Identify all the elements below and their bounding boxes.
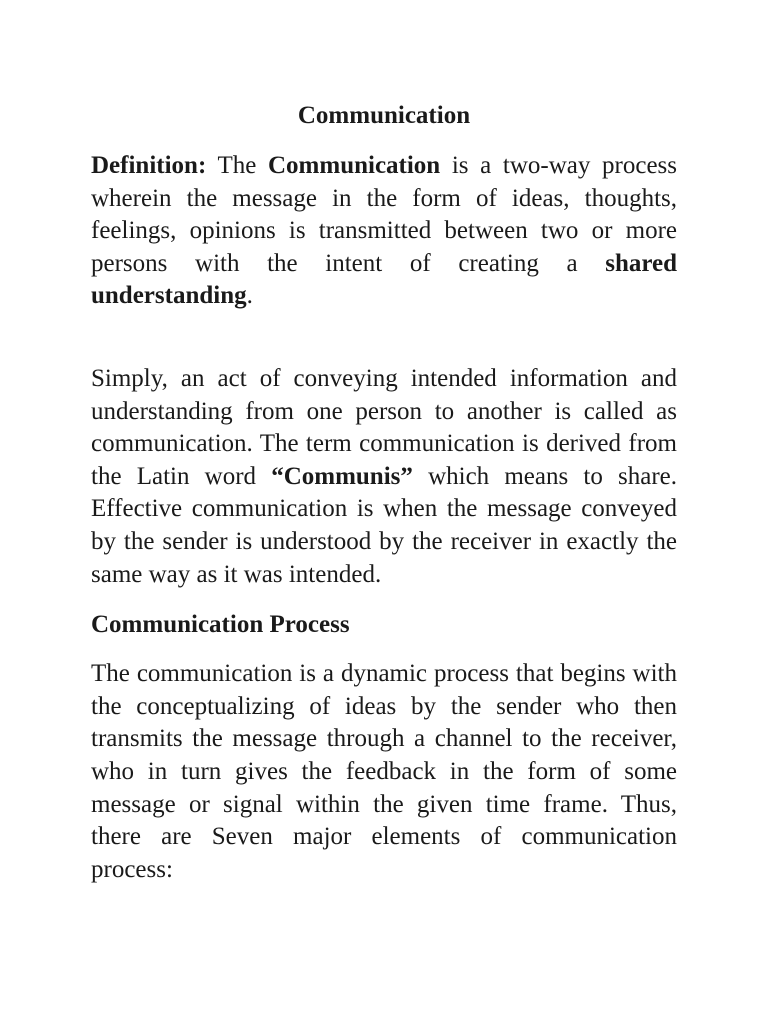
simply-part1: Simply, an act of conveying intended information and understanding from one person to another is called as communication. The term communication is derived from the Latin word	[91, 364, 677, 490]
process-paragraph: The communication is a dynamic process that begins with the conceptualizing of ideas by the sender who then transmits the message through a channel to the receiver, who in turn gives the feedback in the form of some message or signal within the given time frame. Thus, there are Seven major elements of communication process:	[91, 660, 677, 883]
simply-paragraph	[91, 363, 677, 591]
simply-part2: which means to share. Effective communication is when the message conveyed by the sender is understood by the receiver in exactly the same way as it was intended.	[91, 462, 677, 588]
latin-word: “Communis”	[271, 462, 413, 490]
document-title: Communication	[297, 102, 471, 129]
definition-paragraph	[91, 150, 677, 313]
definition-label: Definition:	[91, 152, 207, 179]
document-page	[91, 100, 677, 886]
definition-body: is a two-way process wherein the message in the form of ideas, thoughts, feelings, opinions is transmitted between two or more persons with the intent of creating a	[91, 152, 677, 277]
definition-bold-phrase: shared understanding	[91, 249, 677, 310]
section-heading-communication-process: Communication Process	[91, 611, 350, 639]
definition-pre-text: The	[206, 152, 268, 179]
definition-end: .	[246, 282, 253, 310]
definition-term: Communication	[267, 152, 441, 179]
